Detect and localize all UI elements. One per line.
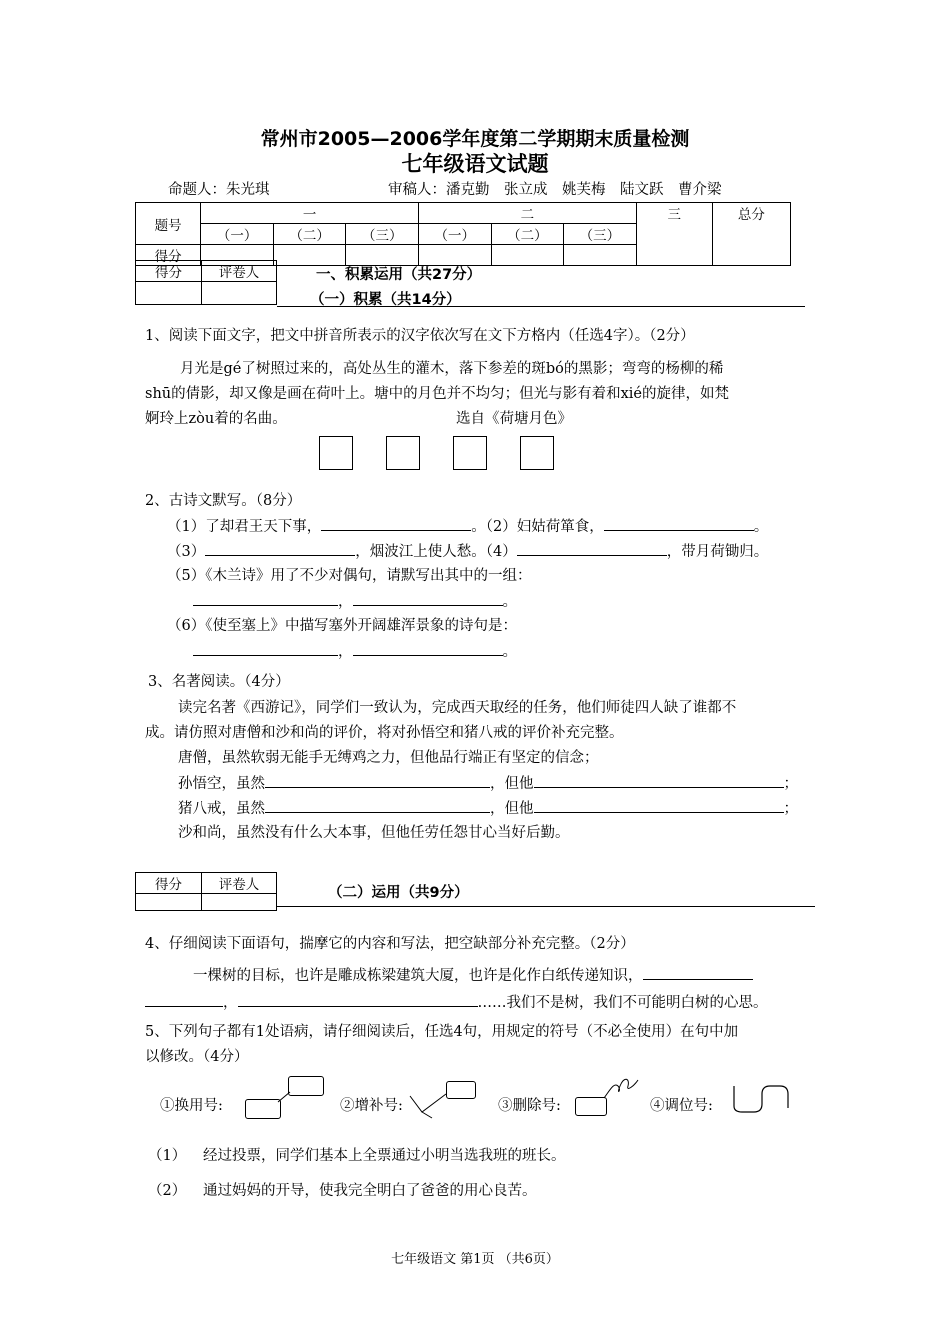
q2-line-5-blanks (193, 589, 517, 611)
score-table (135, 202, 791, 266)
q2-prompt-6: （6）《使至塞上》中描写塞外开阔雄浑景象的诗句是： (167, 618, 517, 634)
q3-label: 猪八戒，虽然 (178, 801, 265, 817)
q1-source: 选自《荷塘月色》 (456, 411, 572, 427)
grader-box (135, 872, 277, 911)
sentence-number: （2） (148, 1183, 187, 1199)
punct: ， (223, 995, 238, 1011)
q5-stem: 以修改。（4分） (145, 1049, 249, 1065)
q5-stem: 5、下列句子都有1处语病，请仔细阅读后，任选4句，用规定的符号（不必全使用）在句中加 (145, 1024, 739, 1040)
answer-blank[interactable] (604, 514, 754, 531)
insert-mark-icon (446, 1081, 476, 1099)
col-total: 总分 (712, 203, 790, 266)
grader-label: 评卷人 (202, 873, 277, 894)
q3-sun-line (178, 771, 798, 793)
answer-box[interactable] (520, 436, 554, 470)
transpose-mark-icon (730, 1082, 792, 1114)
symbol-label: ④调位号: (650, 1098, 713, 1114)
grader-label: 评卷人 (202, 261, 277, 282)
q3-stem: 3、名著阅读。（4分） (148, 674, 290, 690)
grader-box (135, 260, 277, 305)
q2-line-2 (167, 539, 768, 561)
score-cell[interactable] (491, 245, 564, 266)
q2-prompt: 。（2）妇姑荷箪食， (471, 519, 604, 535)
sentence-number: （1） (148, 1148, 187, 1164)
punct: 。 (502, 594, 517, 610)
q4-line-1 (193, 963, 753, 985)
q4-text: ……我们不是树，我们不可能明白树的心思。 (477, 995, 768, 1011)
answer-blank[interactable] (534, 771, 784, 788)
punct: ， (338, 594, 353, 610)
sub-col: （二） (273, 224, 346, 245)
sub-col: （三） (564, 224, 637, 245)
answer-box[interactable] (319, 436, 353, 470)
answer-blank[interactable] (517, 539, 667, 556)
col-three: 三 (636, 203, 712, 266)
symbol-label: ②增补号: (340, 1098, 403, 1114)
q2-stem: 2、古诗文默写。（8分） (145, 493, 302, 509)
answer-blank[interactable] (193, 639, 338, 656)
answer-box[interactable] (386, 436, 420, 470)
q1-line: 月光是gé了树照过来的，高处丛生的灌木，落下参差的斑bó的黑影；弯弯的杨柳的稀 (180, 361, 724, 377)
page-footer: 七年级语文 第1页 （共6页） (391, 1252, 559, 1267)
grader-score-label: 得分 (136, 261, 202, 282)
subsection-title: （一）积累（共14分） (310, 292, 461, 308)
symbol-label: ③删除号: (498, 1098, 561, 1114)
answer-blank[interactable] (265, 796, 490, 813)
q2-line-1 (167, 514, 768, 536)
col-two: 二 (418, 203, 636, 224)
symbol-label: ①换用号: (160, 1098, 223, 1114)
exam-subtitle: 七年级语文试题 (401, 152, 549, 176)
q3-but: ，但他 (490, 776, 534, 792)
q1-line: 婀玲上zòu着的名曲。 (145, 411, 287, 427)
q2-prompt: （3） (167, 544, 206, 560)
subsection-title: （二）运用（共9分） (328, 885, 469, 901)
q3-zhu-line (178, 796, 798, 818)
replace-mark-icon (288, 1076, 324, 1096)
q3-tang: 唐僧，虽然软弱无能手无缚鸡之力，但他品行端正有坚定的信念； (178, 750, 599, 766)
q4-line-2 (145, 990, 768, 1012)
answer-blank[interactable] (353, 589, 503, 606)
answer-blank[interactable] (643, 963, 753, 980)
q3-paragraph: 读完名著《西游记》，同学们一致认为，完成西天取经的任务，他们师徒四人缺了谁都不 (178, 700, 737, 716)
replace-mark-icon (276, 1090, 292, 1104)
answer-blank[interactable] (265, 771, 490, 788)
grader-score-cell[interactable] (136, 894, 202, 911)
q2-prompt: ，烟波江上使人愁。（4） (355, 544, 517, 560)
author: 命题人：朱光琪 (168, 182, 270, 198)
q1-stem: 1、阅读下面文字，把文中拼音所表示的汉字依次写在文下方格内（任选4字）。（2分） (145, 328, 695, 344)
score-cell[interactable] (564, 245, 637, 266)
sub-col: （三） (346, 224, 419, 245)
q3-paragraph: 成。请仿照对唐僧和沙和尚的评价，将对孙悟空和猪八戒的评价补充完整。 (145, 725, 624, 741)
grader-name-cell[interactable] (202, 282, 277, 305)
q1-line: shū的倩影，却又像是画在荷叶上。塘中的月色并不均匀；但光与影有着和xié的旋律，如梵 (145, 386, 730, 402)
q4-stem: 4、仔细阅读下面语句，揣摩它的内容和写法，把空缺部分补充完整。（2分） (145, 936, 635, 952)
answer-blank[interactable] (205, 539, 355, 556)
punct: 。 (753, 519, 769, 535)
sentence-text[interactable]: 通过妈妈的开导，使我完全明白了爸爸的用心良苦。 (203, 1183, 537, 1199)
answer-blank[interactable] (193, 589, 338, 606)
answer-box[interactable] (453, 436, 487, 470)
q4-text: 一棵树的目标，也许是雕成栋梁建筑大厦，也许是化作白纸传递知识， (193, 968, 643, 984)
reviewers: 审稿人：潘克勤 张立成 姚芙梅 陆文跃 曹介梁 (388, 182, 722, 198)
q2-prompt: ，带月荷锄归。 (666, 544, 769, 560)
section-title: 一、积累运用（共27分） (316, 267, 482, 283)
punct: ； (783, 776, 798, 792)
q2-prompt-5: （5）《木兰诗》用了不少对偶句，请默写出其中的一组： (167, 568, 532, 584)
punct: ； (783, 801, 798, 817)
answer-blank[interactable] (353, 639, 503, 656)
answer-blank[interactable] (238, 990, 478, 1007)
q2-prompt: （1）了却君王天下事， (167, 519, 322, 535)
q3-sha: 沙和尚，虽然没有什么大本事，但他任劳任怨甘心当好后勤。 (178, 825, 570, 841)
row-label-score: 得分 (136, 245, 201, 266)
row-label-number: 题号 (136, 203, 201, 245)
delete-mark-icon (602, 1072, 642, 1102)
q2-line-6-blanks (193, 639, 517, 661)
divider (277, 906, 815, 907)
punct: 。 (502, 644, 517, 660)
answer-blank[interactable] (321, 514, 471, 531)
answer-blank[interactable] (534, 796, 784, 813)
sentence-text[interactable]: 经过投票，同学们基本上全票通过小明当选我班的班长。 (203, 1148, 566, 1164)
punct: ， (338, 644, 353, 660)
answer-blank[interactable] (145, 990, 223, 1007)
sub-col: （二） (491, 224, 564, 245)
q3-label: 孙悟空，虽然 (178, 776, 265, 792)
grader-name-cell[interactable] (202, 894, 277, 911)
sub-col: （一） (418, 224, 491, 245)
sub-col: （一） (201, 224, 274, 245)
col-one: 一 (201, 203, 419, 224)
grader-score-label: 得分 (136, 873, 202, 894)
exam-title: 常州市2005—2006学年度第二学期期末质量检测 (260, 128, 690, 150)
grader-score-cell[interactable] (136, 282, 202, 305)
q3-but: ，但他 (490, 801, 534, 817)
